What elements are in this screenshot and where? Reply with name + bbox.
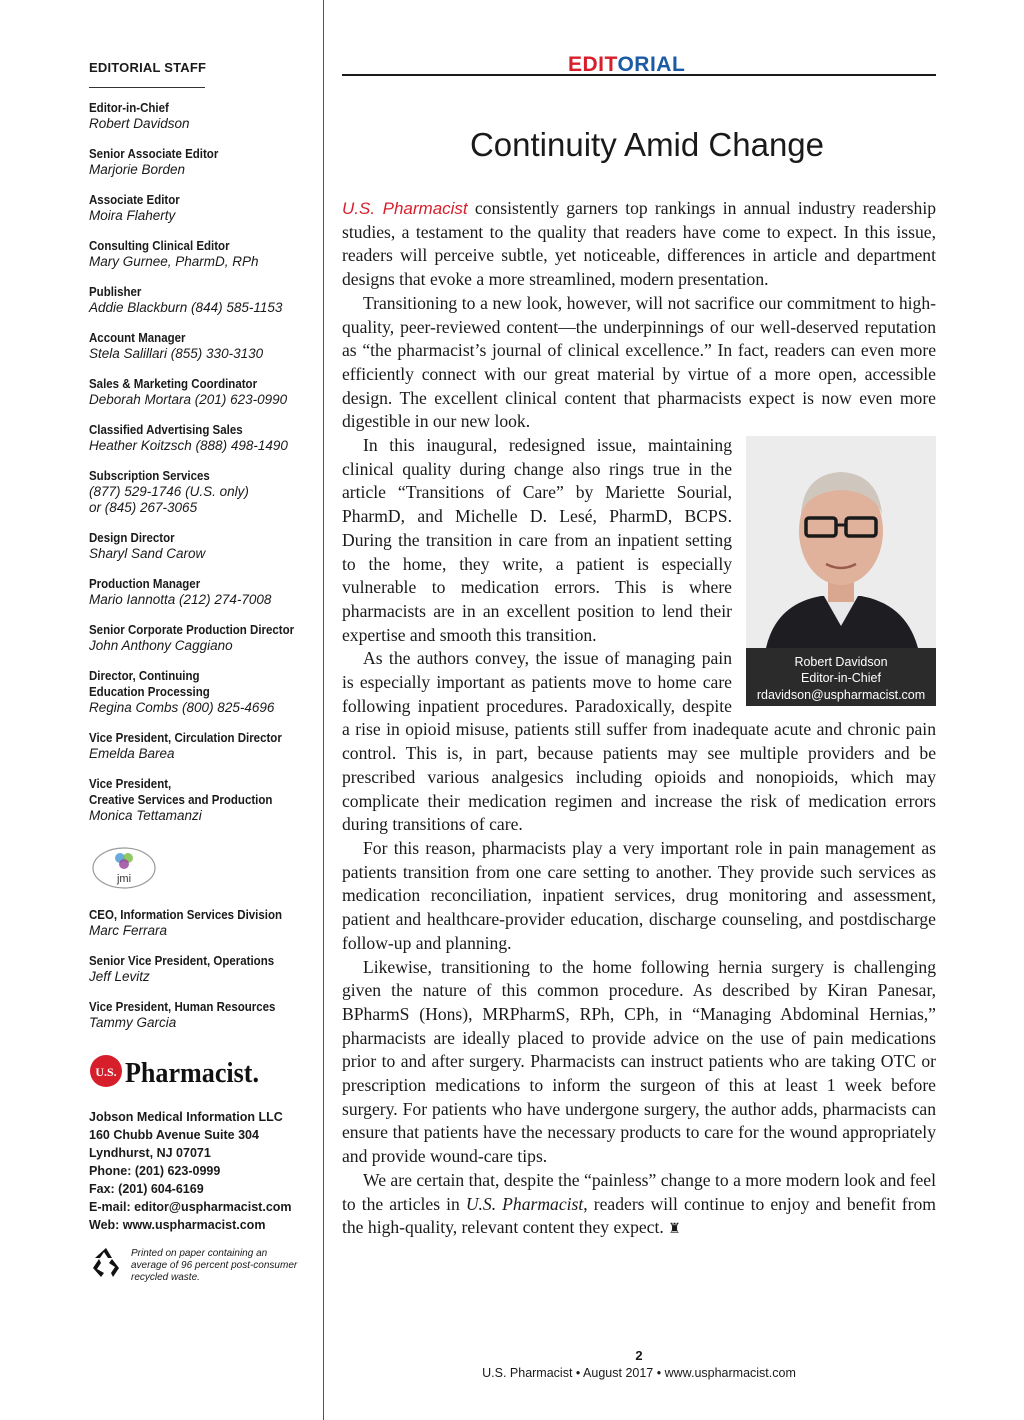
page-number: 2: [635, 1348, 643, 1363]
staff-role-title: Production Manager: [89, 577, 201, 591]
staff-role-title: CEO, Information Services Division: [89, 908, 282, 922]
paragraph-7: [342, 1169, 936, 1242]
staff-name: or (845) 267-3065: [89, 500, 198, 515]
publisher-contact: [89, 1108, 321, 1234]
staff-role-title: Senior Vice President, Operations: [89, 954, 275, 968]
staff-name: Stela Salillari (855) 330-3130: [89, 346, 264, 361]
staff-name: Mario Iannotta (212) 274-7008: [89, 592, 272, 607]
article-body: [342, 197, 936, 1242]
staff-name: Marc Ferrara: [89, 923, 168, 938]
photo-caption: [746, 654, 936, 704]
staff-list-executives: [89, 907, 321, 1031]
phone: Phone: (201) 623-0999: [89, 1164, 221, 1178]
paragraph-5: For this reason, pharmacists play a very important role in pain management as patients transition from one care setting to another. They provide such services as medication reconciliation, inpatient services, drug monitoring and assessment, patient and healthcare-provider education, discharge counseling, and postdischarge follow-up and planning.: [342, 837, 936, 953]
staff-role: [89, 192, 321, 224]
jmi-logo: [91, 846, 157, 890]
staff-role: [89, 146, 321, 178]
paragraph-3: In this inaugural, redesigned issue, maintaining clinical quality during change also rings true in the article “Transitions of Care” by Mariette Sourial, PharmD, and Michelle D. Lesé, PharmD, BCPS. During the transition in care from an inpatient setting to the home, they write, a patient is especially vulnerable to medication errors. This is where pharmacists are in an excellent position to lend their expertise and smooth this transition.: [342, 435, 732, 645]
recycle-notice: [89, 1246, 321, 1284]
caption-name: Robert Davidson: [794, 654, 888, 669]
staff-name: Moira Flaherty: [89, 208, 176, 223]
paragraph-7-pub: U.S. Pharmacist: [465, 1193, 584, 1214]
section-label-part-2: ORIAL: [617, 53, 686, 76]
staff-role-title: Sales & Marketing Coordinator: [89, 377, 258, 391]
paragraph-1-text: consistently garners top rankings in annual industry readership studies, a testament to the quality that readers have come to expect. In this issue, readers will perceive subtle, yet noticeable, differences in article and department designs that evoke a more streamlined, modern presentation.: [342, 198, 937, 290]
website: Web: www.uspharmacist.com: [89, 1218, 266, 1232]
staff-role-title: Design Director: [89, 531, 175, 545]
staff-heading: EDITORIAL STAFF: [89, 60, 207, 75]
staff-role-title: Creative Services and Production: [89, 793, 273, 807]
staff-name: Mary Gurnee, PharmD, RPh: [89, 254, 259, 269]
section-header: [342, 48, 936, 76]
editor-photo-box: [746, 436, 936, 706]
staff-role: [89, 530, 321, 562]
logo-name-text: Pharmacist.: [125, 1057, 259, 1089]
staff-role-title: Editor-in-Chief: [89, 101, 169, 115]
staff-role-title: Associate Editor: [89, 193, 180, 207]
staff-role-title: Subscription Services: [89, 469, 210, 483]
company-name: Jobson Medical Information LLC: [89, 1110, 283, 1124]
fax: Fax: (201) 604-6169: [89, 1182, 204, 1196]
staff-list: [89, 100, 321, 824]
staff-role: [89, 100, 321, 132]
staff-name: Robert Davidson: [89, 116, 190, 131]
recycle-note-line-2: average of 96 percent post-consumer: [131, 1260, 298, 1271]
staff-name: Addie Blackburn (844) 585-1153: [89, 300, 283, 315]
staff-role: [89, 422, 321, 454]
staff-name: Marjorie Borden: [89, 162, 186, 177]
email: E-mail: editor@uspharmacist.com: [89, 1200, 292, 1214]
staff-role: [89, 468, 321, 516]
us-pharmacist-logo: [89, 1051, 261, 1091]
staff-role: [89, 622, 321, 654]
editorial-main: [342, 48, 936, 1242]
publication-name: U.S. Pharmacist: [342, 199, 468, 218]
staff-role-title: Director, Continuing: [89, 669, 200, 683]
end-mark-icon: ♜: [668, 1222, 681, 1238]
staff-role: [89, 576, 321, 608]
paragraph-7-text-a: We are certain that, despite the “painless” change to a more modern look and feel to the articles in: [342, 1169, 936, 1214]
staff-name: (877) 529-1746 (U.S. only): [89, 484, 249, 499]
column-divider: [323, 0, 324, 1420]
staff-role: [89, 907, 321, 939]
staff-role-title: Vice President,: [89, 777, 172, 791]
editor-portrait: [746, 436, 936, 648]
staff-role-title: Education Processing: [89, 685, 210, 699]
staff-name: Regina Combs (800) 825-4696: [89, 700, 275, 715]
staff-name: John Anthony Caggiano: [89, 638, 233, 653]
jmi-logo-text: jmi: [116, 873, 132, 885]
staff-name: Emelda Barea: [89, 746, 175, 761]
paragraph-1: [342, 197, 936, 292]
staff-name: Tammy Garcia: [89, 1015, 177, 1030]
staff-role: [89, 999, 321, 1031]
staff-name: Sharyl Sand Carow: [89, 546, 206, 561]
staff-role: [89, 730, 321, 762]
staff-role-title: Account Manager: [89, 331, 186, 345]
recycle-note-line-3: recycled waste.: [131, 1272, 200, 1283]
article-title: Continuity Amid Change: [469, 126, 825, 163]
paragraph-7-text-b: , readers will continue to enjoy and benefit from the high-quality, relevant content they expect.: [342, 1193, 936, 1238]
address-line-2: Lyndhurst, NJ 07071: [89, 1146, 211, 1160]
paragraph-2: Transitioning to a new look, however, will not sacrifice our commitment to high-quality, peer-reviewed content—the underpinnings of our well-deserved reputation as “the pharmacist’s journal of clinical excellence.” In fact, readers can even more efficiently connect with our great material by virtue of a more open, accessible design. The excellent clinical content that pharmacists expect is now even more digestible in our new look.: [342, 292, 936, 432]
section-label-part-1: EDIT: [568, 53, 618, 76]
editorial-staff-sidebar: [89, 60, 321, 1284]
staff-role: [89, 776, 321, 824]
section-label: [568, 54, 685, 76]
staff-role: [89, 376, 321, 408]
heading-divider: [89, 87, 205, 88]
staff-name: Deborah Mortara (201) 623-0990: [89, 392, 288, 407]
staff-role-title: Vice President, Human Resources: [89, 1000, 276, 1014]
paragraph-6: Likewise, transitioning to the home following hernia surgery is challenging given the nature of this common procedure. As described by Kiran Panesar, BPharmS (Hons), MRPharmS, RPh, CPh, in “Managing Abdominal Hernias,” pharmacists are ideally placed to provide advice on the use of pain medications prior to and after surgery. Pharmacists can instruct patients who are taking OTC or prescription medications to inform the surgeon of this at least 1 week before surgery. For patients who have undergone surgery, the author adds, pharmacists can ensure that patients have the necessary products to care for the wound appropriately and provide wound-care tips.: [342, 956, 936, 1167]
staff-role: [89, 238, 321, 270]
staff-name: Jeff Levitz: [89, 969, 150, 984]
recycle-note-line-1: Printed on paper containing an: [131, 1248, 268, 1259]
staff-name: Heather Koitzsch (888) 498-1490: [89, 438, 288, 453]
address-line-1: 160 Chubb Avenue Suite 304: [89, 1128, 259, 1142]
staff-role: [89, 330, 321, 362]
staff-role-title: Classified Advertising Sales: [89, 423, 243, 437]
staff-role-title: Publisher: [89, 285, 142, 299]
staff-role-title: Vice President, Circulation Director: [89, 731, 282, 745]
staff-name: Monica Tettamanzi: [89, 808, 202, 823]
paragraph-4: As the authors convey, the issue of managing pain is especially important as patients move to home care following inpatient procedures. Paradoxically, despite a rise in opioid misuse, patients still suffer from inadequate acute and chronic pain control. This is, in part, because patients may see multiple providers and be prescribed various analgesics including opioids and nonopioids, which may complicate their medication regimen and increase the risk of medication errors during transitions of care.: [342, 648, 936, 835]
staff-role-title: Senior Corporate Production Director: [89, 623, 295, 637]
staff-role: [89, 284, 321, 316]
caption-role: Editor-in-Chief: [801, 671, 881, 686]
staff-role-title: Consulting Clinical Editor: [89, 239, 230, 253]
staff-role: [89, 953, 321, 985]
caption-email: rdavidson@uspharmacist.com: [756, 687, 926, 702]
footer-line: U.S. Pharmacist • August 2017 • www.uspharmacist.com: [482, 1366, 796, 1380]
staff-role: [89, 668, 321, 716]
logo-us-text: U.S.: [95, 1065, 117, 1079]
recycle-icon: [89, 1246, 123, 1278]
staff-role-title: Senior Associate Editor: [89, 147, 219, 161]
page-footer: [342, 1348, 936, 1380]
